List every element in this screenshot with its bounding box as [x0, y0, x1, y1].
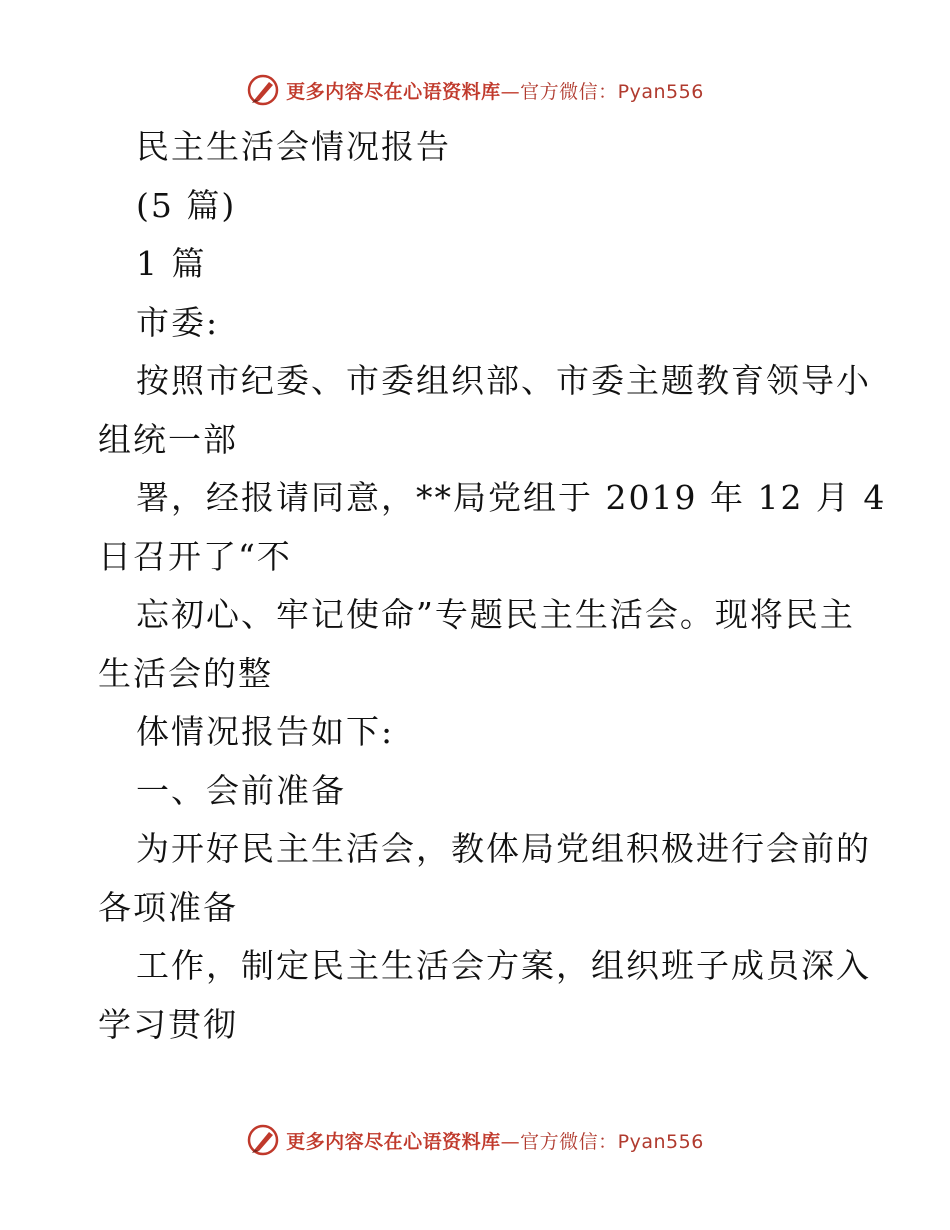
- header-watermark: [0, 70, 950, 110]
- watermark-main-text: 更多内容尽在心语资料库: [286, 80, 501, 103]
- watermark-separator: —: [500, 1130, 521, 1153]
- paragraph-line: 日召开了“不: [98, 536, 292, 576]
- paragraph-line: 署，经报请同意，**局党组于 2019 年 12 月 4: [136, 478, 887, 517]
- paragraph-line: 各项准备: [98, 887, 238, 927]
- pen-logo-icon: [246, 73, 280, 107]
- paragraph-line: 为开好民主生活会，教体局党组积极进行会前的: [136, 829, 871, 868]
- footer-watermark: [0, 1120, 950, 1160]
- paragraph-line: 工作，制定民主生活会方案，组织班子成员深入: [136, 946, 871, 985]
- document-body: [98, 118, 887, 1054]
- section-label: 1 篇: [136, 244, 207, 283]
- paragraph-line: 体情况报告如下:: [136, 712, 395, 751]
- pen-logo-icon: [246, 1123, 280, 1157]
- paragraph-line: 学习贯彻: [98, 1004, 238, 1044]
- salutation: 市委:: [136, 302, 220, 342]
- watermark-main-text: 更多内容尽在心语资料库: [286, 1130, 501, 1153]
- section-heading: 一、会前准备: [136, 770, 346, 810]
- watermark-sub-text: 官方微信：Pyan556: [520, 1130, 704, 1153]
- paragraph-line: 忘初心、牢记使命”专题民主生活会。现将民主: [136, 595, 855, 634]
- watermark-sub-text: 官方微信：Pyan556: [520, 80, 704, 103]
- doc-title: 民主生活会情况报告: [136, 127, 451, 166]
- paragraph-line: 组统一部: [98, 419, 238, 459]
- watermark-separator: —: [500, 80, 521, 103]
- paragraph-line: 按照市纪委、市委组织部、市委主题教育领导小: [136, 361, 871, 400]
- paragraph-line: 生活会的整: [98, 653, 273, 693]
- doc-subtitle: (5 篇): [136, 185, 237, 225]
